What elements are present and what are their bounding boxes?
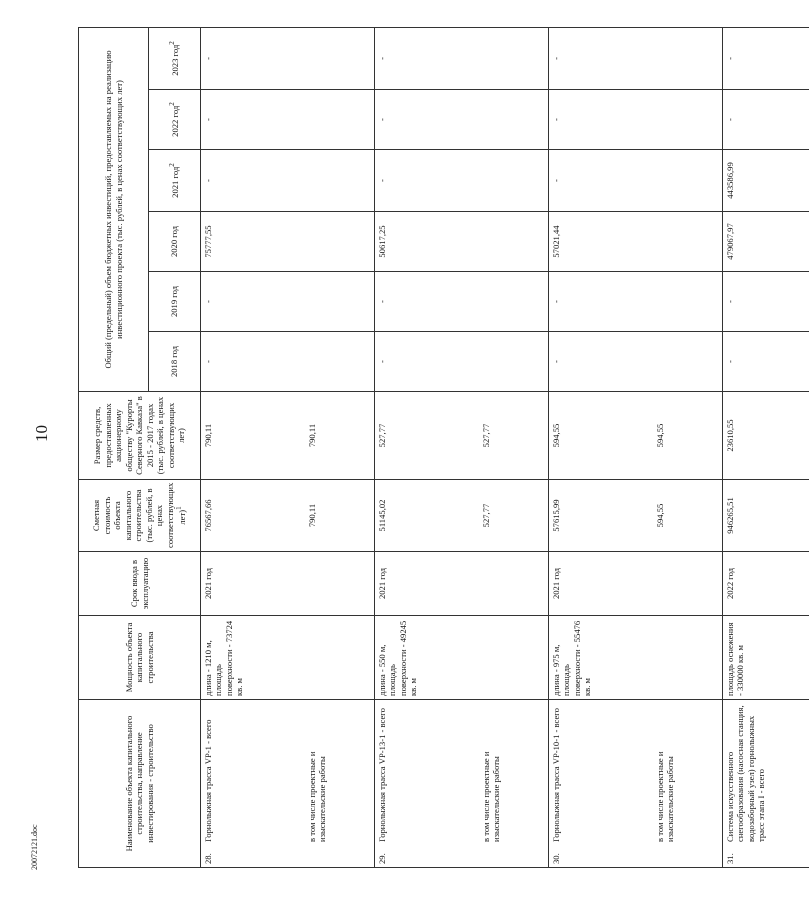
header-capacity: Мощность объекта капитального строительства [79, 616, 201, 700]
header-estimate-footnote: 1 [175, 506, 184, 510]
subrow-name-text: в том числе проектные и изыскательские работы [306, 751, 327, 842]
header-year [149, 150, 201, 212]
header-year [149, 332, 201, 392]
subrow-funds-cell: 790,11 [305, 392, 375, 480]
row-number: 30. [551, 853, 561, 864]
object-name-text: Горнолыжная трасса VP-10-1 - всего [551, 708, 561, 842]
header-estimate-text: Сметная стоимость объекта капитального строительства (тыс. рублей, в ценах соответствующих лет) [91, 482, 188, 548]
funds-cell: 23610,55 [723, 392, 809, 480]
header-year-label: 2022 год [170, 105, 181, 137]
page-number: 10 [32, 425, 51, 442]
header-commission: Срок ввода в эксплуатацию [79, 552, 201, 616]
subrow-year-cell [653, 212, 723, 272]
estimate-cell: 946265,51 [723, 480, 809, 552]
subrow-year-cell [479, 90, 549, 150]
subrow-commission-cell [479, 552, 549, 616]
header-year-label: 2018 год [169, 345, 180, 378]
year-value-cell: - [375, 90, 479, 150]
subrow-estimate-cell: 594,55 [653, 480, 723, 552]
subrow-indent [655, 842, 676, 864]
year-value-cell: - [549, 150, 653, 212]
object-name [551, 703, 561, 864]
header-year-footnote: 2 [168, 102, 177, 106]
investment-table [78, 27, 809, 868]
table-subrow [479, 27, 549, 867]
table-row [201, 27, 305, 867]
subrow-year-cell [305, 272, 375, 332]
subrow-name [655, 703, 676, 864]
year-value-cell: - [549, 90, 653, 150]
subrow-name [307, 703, 328, 864]
object-name-text: Горнолыжная трасса VP-13-1 - всего [377, 708, 387, 842]
commission-cell: 2021 год [549, 552, 653, 616]
subrow-name-text: в том числе проектные и изыскательские работы [480, 751, 501, 842]
funds-cell: 790,11 [201, 392, 305, 480]
subrow-commission-cell [653, 552, 723, 616]
year-value-cell: - [201, 272, 305, 332]
object-name-cell [723, 700, 809, 868]
year-value-cell: - [723, 272, 809, 332]
subrow-year-cell [479, 272, 549, 332]
header-estimate [79, 480, 201, 552]
capacity-cell: площадь оснежения - 330000 кв. м [723, 616, 809, 700]
header-year-label: 2020 год [169, 225, 180, 258]
subrow-year-cell [305, 332, 375, 392]
subrow-year-cell [653, 332, 723, 392]
subrow-name-cell [653, 700, 723, 868]
year-value-cell: - [201, 27, 305, 89]
subrow-commission-cell [305, 552, 375, 616]
row-number: 29. [377, 853, 387, 864]
object-name-cell [549, 700, 653, 868]
table-subrow [653, 27, 723, 867]
subrow-capacity-cell [305, 616, 375, 700]
estimate-cell: 57615,99 [549, 480, 653, 552]
year-value-cell: - [375, 27, 479, 89]
year-value-cell: - [723, 27, 809, 89]
year-value-cell: - [375, 332, 479, 392]
subrow-estimate-cell: 790,11 [305, 480, 375, 552]
subrow-year-cell [479, 332, 549, 392]
subrow-year-cell [479, 150, 549, 212]
year-value-cell: - [201, 332, 305, 392]
subrow-year-cell [653, 150, 723, 212]
year-value-cell: - [201, 150, 305, 212]
subrow-capacity-cell [653, 616, 723, 700]
capacity-cell: длина - 550 м, площадь поверхности - 49245 кв. м [375, 616, 479, 700]
table-row [549, 27, 653, 867]
year-value-cell: - [723, 90, 809, 150]
table-body [201, 27, 809, 867]
document-code: 20072121.doc [30, 824, 39, 870]
object-name [377, 703, 387, 864]
year-value-cell: - [549, 272, 653, 332]
year-value-cell: - [201, 90, 305, 150]
header-year [149, 272, 201, 332]
object-name [203, 703, 213, 864]
subrow-estimate-cell: 527,77 [479, 480, 549, 552]
subrow-name-cell [305, 700, 375, 868]
year-value-cell: - [549, 332, 653, 392]
subrow-name [481, 703, 502, 864]
subrow-indent [481, 842, 502, 864]
object-name-text: Горнолыжная трасса VP-1 - всего [203, 719, 213, 842]
subrow-year-cell [653, 27, 723, 89]
object-name-text: Система искусственного снегообразования (насосная станция, водозаборный узел) горнолыжных трасс этапа I - всего [725, 705, 767, 842]
subrow-name-cell [479, 700, 549, 868]
subrow-year-cell [305, 150, 375, 212]
header-year [149, 212, 201, 272]
header-name: Наименование объекта капитального строительства, направление инвестирования - строительство [79, 700, 201, 868]
year-value-cell: 479067,97 [723, 212, 809, 272]
row-number: 31. [725, 853, 735, 864]
year-value-cell: 75777,55 [201, 212, 305, 272]
year-value-cell: 50617,25 [375, 212, 479, 272]
commission-cell: 2022 год [723, 552, 809, 616]
estimate-cell: 76567,66 [201, 480, 305, 552]
estimate-cell: 51145,02 [375, 480, 479, 552]
year-value-cell: - [723, 332, 809, 392]
subrow-year-cell [305, 27, 375, 89]
header-year [149, 27, 201, 89]
header-year-label: 2021 год [170, 166, 181, 198]
header-year-footnote: 2 [168, 41, 177, 45]
commission-cell: 2021 год [375, 552, 479, 616]
subrow-name-text: в том числе проектные и изыскательские работы [654, 751, 675, 842]
subrow-funds-cell: 594,55 [653, 392, 723, 480]
capacity-cell: длина - 1210 м, площадь поверхности - 73724 кв. м [201, 616, 305, 700]
object-name-cell [375, 700, 479, 868]
year-value-cell: - [549, 27, 653, 89]
subrow-year-cell [479, 212, 549, 272]
subrow-funds-cell: 527,77 [479, 392, 549, 480]
header-year-label: 2023 год [170, 44, 181, 76]
row-number: 28. [203, 853, 213, 864]
commission-cell: 2021 год [201, 552, 305, 616]
subrow-year-cell [305, 212, 375, 272]
subrow-year-cell [653, 90, 723, 150]
header-total: Общий (предельный) объем бюджетных инвестиций, предоставляемых на реализацию инвестиционного проекта (тыс. рублей, в ценах соответствующих лет) [79, 27, 149, 391]
subrow-year-cell [305, 90, 375, 150]
subrow-capacity-cell [479, 616, 549, 700]
subrow-year-cell [479, 27, 549, 89]
capacity-cell: длина - 975 м, площадь поверхности - 55476 кв. м [549, 616, 653, 700]
header-funds: Размер средств, предоставленных акционерному обществу "Курорты Северного Кавказа" в 2015 - 2017 годах (тыс. рублей, в ценах соответствующих лет) [79, 392, 201, 480]
year-value-cell: - [375, 150, 479, 212]
header-year [149, 90, 201, 150]
header-year-label: 2019 год [169, 285, 180, 318]
header-year-footnote: 2 [168, 163, 177, 167]
year-value-cell: 57021,44 [549, 212, 653, 272]
funds-cell: 527,77 [375, 392, 479, 480]
subrow-year-cell [653, 272, 723, 332]
table-subrow [305, 27, 375, 867]
object-name-cell [201, 700, 305, 868]
funds-cell: 594,55 [549, 392, 653, 480]
rotated-table-container [78, 28, 767, 868]
table-row [375, 27, 479, 867]
year-value-cell: 443586,99 [723, 150, 809, 212]
object-name [725, 703, 767, 864]
subrow-indent [307, 842, 328, 864]
year-value-cell: - [375, 272, 479, 332]
table-row [723, 27, 809, 867]
